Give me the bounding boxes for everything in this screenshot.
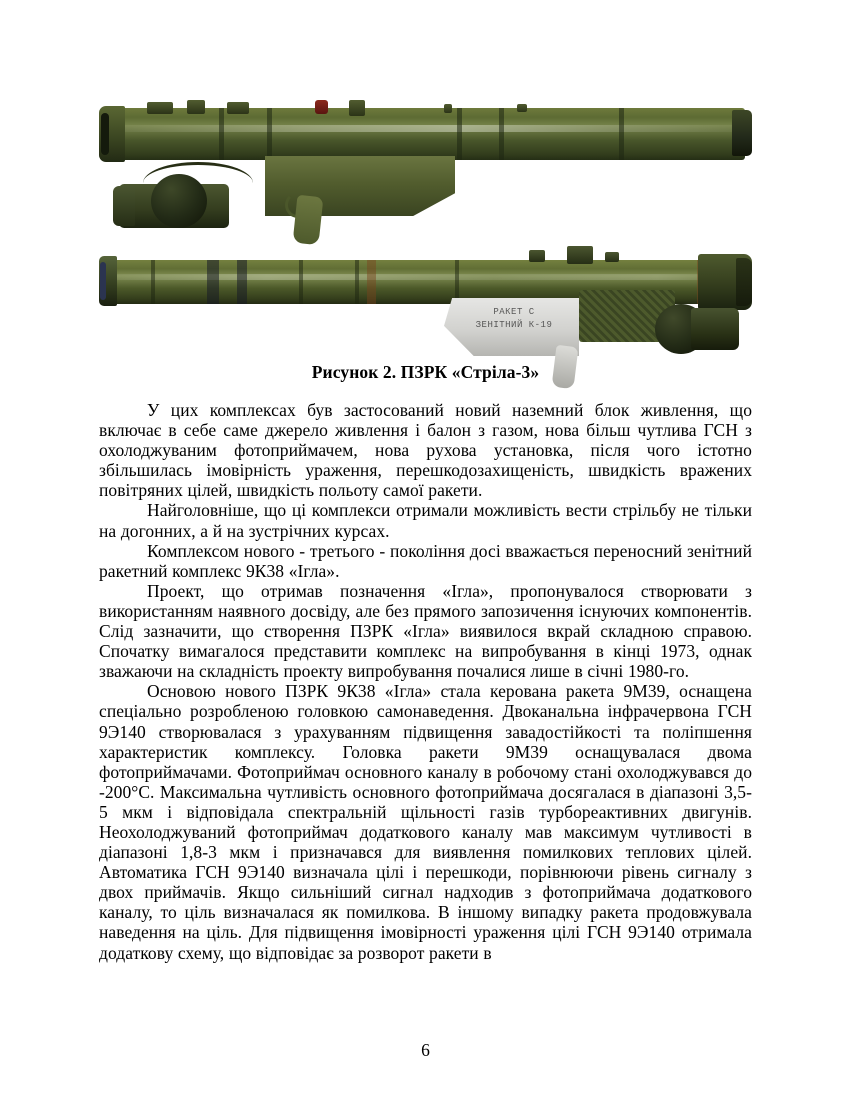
figure-block	[99, 100, 752, 371]
paragraph: Проект, що отримав позначення «Ігла», пропонувалося створювати з використанням наявного досвіду, але без прямого запозичення існуючих компонентів. Слід зазначити, що створення ПЗРК «Ігла» виявилося вкрай складною справою. Спочатку вимагалося представити комплекс на випробування в кінці 1973, однак зважаючи на складність проекту випробування почалися лише в січні 1980-го.	[99, 580, 752, 682]
body-text	[99, 400, 752, 963]
tube-ring	[457, 108, 462, 160]
tube-ring	[267, 108, 272, 160]
tube-highlight	[105, 125, 745, 132]
rear-cap	[736, 258, 752, 306]
top-fitting	[567, 246, 593, 264]
top-fitting	[187, 100, 205, 114]
top-fitting	[444, 104, 452, 113]
stencil-markings: РАКЕТ С ЗЕНІТНИЙ К-19	[475, 307, 553, 330]
muzzle-front	[99, 106, 125, 162]
figure-caption: Рисунок 2. ПЗРК «Стріла-3»	[311, 362, 540, 382]
tube-highlight	[103, 274, 733, 280]
photo-manpads-upper	[99, 100, 752, 228]
tube-ring	[151, 260, 155, 304]
tube-ring	[499, 108, 504, 160]
muzzle-front	[99, 256, 117, 306]
tube-ring	[299, 260, 303, 304]
top-fitting	[227, 102, 249, 114]
paragraph: Найголовніше, що ці комплекси отримали можливість вести стрільбу не тільки на догонних, а й на зустрічних курсах.	[99, 500, 752, 541]
launcher-tube	[105, 108, 745, 160]
battery-cap	[113, 186, 135, 226]
pistol-grip	[293, 195, 324, 245]
top-fitting	[517, 104, 527, 112]
tube-ring	[619, 108, 624, 160]
photo-manpads-lower	[99, 246, 752, 371]
page-number: 6	[421, 1040, 430, 1060]
tube-band	[207, 260, 219, 304]
top-fitting	[147, 102, 173, 114]
tube-band	[237, 260, 247, 304]
battery-coolant-unit	[691, 308, 739, 350]
top-fitting	[605, 252, 619, 262]
muzzle-rear	[732, 110, 752, 156]
tube-ring	[355, 260, 359, 304]
tube-ring	[219, 108, 224, 160]
paragraph: Основою нового ПЗРК 9К38 «Ігла» стала керована ракета 9М39, оснащена спеціально розробленою головкою самонаведення. Двоканальна інфрачервона ГСН 9Э140 створювалася з урахуванням підвищення завадостійкості та поліпшення характеристик комплексу. Головка ракети 9М39 оснащувалася двома фотоприймачами. Фотоприймач основного каналу в робочому стані охолоджувався до -200°С. Максимальна чутливість основного фотоприймача досягалася в діапазоні 3,5-5 мкм і відповідала спектральній щільності газів турбореактивних двигунів. Неохолоджуваний фотоприймач додаткового каналу мав максимум чутливості в діапазоні 1,8-3 мкм і призначався для виявлення помилкових теплових цілей. Автоматика ГСН 9Э140 визначала цілі і перешкоди, порівнюючи рівень сигналу з двох приймачів. Якщо сильніший сигнал надходив з фотоприймача додаткового каналу, то ціль визначалася як помилкова. В іншому випадку ракета продовжувала наведення на ціль. Для підвищення імовірності ураження цілі ГСН 9Э140 отримала додаткову схему, що відповідає за розворот ракети в	[99, 681, 752, 963]
gas-bottle	[151, 174, 207, 228]
tube-band	[367, 260, 376, 304]
red-knob	[315, 100, 328, 114]
paragraph: Комплексом нового - третього - покоління досі вважається переносний зенітний ракетний комплекс 9К38 «Ігла».	[99, 540, 752, 581]
paragraph: У цих комплексах був застосований новий наземний блок живлення, що включає в себе саме джерело живлення і балон з газом, нова більш чутлива ГСН з охолоджуваним фотоприймачем, нова рухова установка, після чого істотно збільшилась імовірність ураження, перешкодозахищеність, швидкість вражених повітряних цілей, швидкість польоту самої ракети.	[99, 400, 752, 501]
tube-ring	[455, 260, 459, 304]
top-fitting	[349, 100, 365, 116]
top-fitting	[529, 250, 545, 262]
